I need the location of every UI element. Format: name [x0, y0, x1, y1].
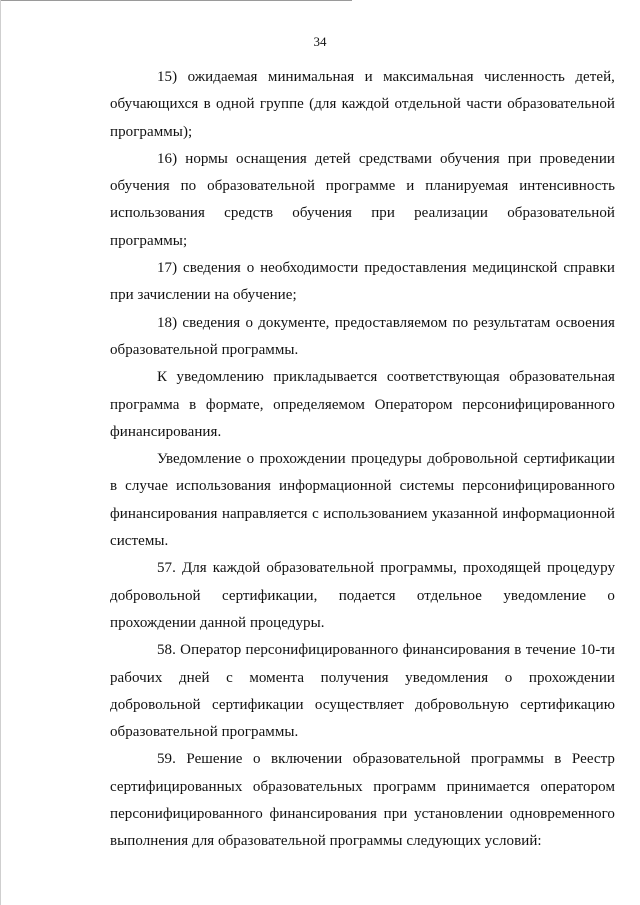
scan-left-edge	[0, 0, 1, 905]
paragraph-attachment: К уведомлению прикладывается соответствующая образовательная программа в формате, определяемом Оператором персонифицированного финансирования.	[110, 369, 615, 440]
paragraph-item-18: 18) сведения о документе, предоставляемом по результатам освоения образовательной программы.	[110, 314, 615, 358]
paragraph-item-17: 17) сведения о необходимости предоставления медицинской справки при зачислении на обучение;	[110, 260, 615, 304]
page-number: 34	[313, 34, 327, 49]
document-body	[110, 64, 615, 856]
paragraph-clause-59: 59. Решение о включении образовательной программы в Реестр сертифицированных образовательных программ принимается оператором персонифицированного финансирования при установлении одновременного выполнения для образовательной программы следующих условий:	[110, 751, 615, 850]
paragraph-item-16: 16) нормы оснащения детей средствами обучения при проведении обучения по образовательной программе и планируемая интенсивность использования средств обучения при реализации образовательной программы;	[110, 150, 615, 249]
paragraph-notification-system: Уведомление о прохождении процедуры добровольной сертификации в случае использования информационной системы персонифицированного финансирования направляется с использованием указанной информационной системы.	[110, 451, 615, 550]
paragraph-item-15: 15) ожидаемая минимальная и максимальная численность детей, обучающихся в одной группе (для каждой отдельной части образовательной программы);	[110, 69, 615, 140]
paragraph-clause-57: 57. Для каждой образовательной программы, проходящей процедуру добровольной сертификации, подается отдельное уведомление о прохождении данной процедуры.	[110, 560, 615, 631]
paragraph-clause-58: 58. Оператор персонифицированного финансирования в течение 10-ти рабочих дней с момента получения уведомления о прохождении добровольной сертификации осуществляет добровольную сертификацию образовательной программы.	[110, 642, 615, 741]
scan-top-edge	[0, 0, 352, 1]
